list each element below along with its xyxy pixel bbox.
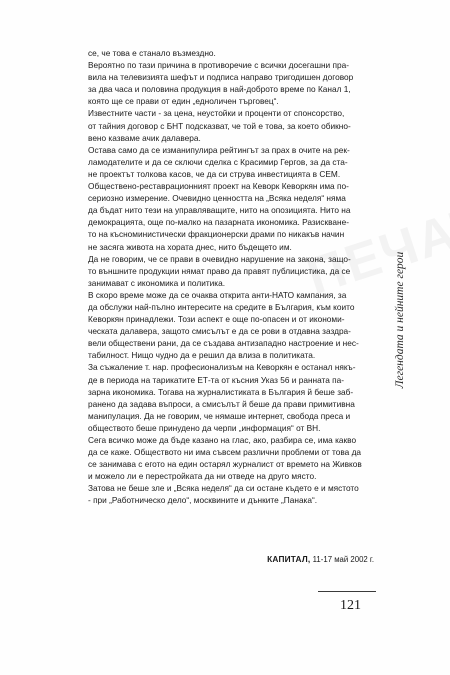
paragraph <box>88 434 374 482</box>
paragraph <box>88 289 374 362</box>
text-line: се занимава с егото на един остарял журналист от времето на Живков <box>88 459 362 470</box>
paragraph <box>88 59 374 107</box>
text-line: не проектът толкова касов, че да си струва инвестицията в СЕМ. <box>88 168 341 179</box>
text-line: не засяга живота на хората днес, нито бъдещето им. <box>88 241 292 252</box>
text-line: и можело ли е перестройката да ни отведе на друго място. <box>88 471 317 482</box>
text-line: се, че това е станало възмездно. <box>88 48 216 58</box>
text-line: зарна икономика. Тогава на журналистиката в България й беше заб- <box>88 386 354 397</box>
text-line: която ще се прави от един „едноличен търговец“. <box>88 96 279 107</box>
text-line: табилност. Нищо чудно да е решил да влиза в политиката. <box>88 350 316 361</box>
page-number: 121 <box>340 598 361 613</box>
text-line: Кеворкян принадлежи. Този аспект е още по-опасен и от икономи- <box>88 314 345 325</box>
paragraph <box>88 144 374 180</box>
text-line: демокрацията, още по-малко на пазарната икономика. Разискване- <box>88 217 349 228</box>
text-line: Вероятно по тази причина в противоречие с всички досегашни пра- <box>88 60 349 71</box>
text-line: от тайния договор с БНТ подсказват, че той е това, за което обикно- <box>88 120 351 131</box>
text-line: да бъдат нито тези на управляващите, нито на опозицията. Нито на <box>88 205 351 216</box>
text-line: ранено да задава въпроси, а смисълът й беше да прави примитивна <box>88 398 355 409</box>
text-line: ламодателите и да се сключи сделка с Красимир Гергов, за да ста- <box>88 156 348 167</box>
source-date: 11-17 май 2002 г. <box>312 555 374 564</box>
text-line: Да не говорим, че се прави в очевидно нарушение на закона, защо- <box>88 253 351 264</box>
text-line: да обслужи най-пълно интересите на средите в България, към които <box>88 301 355 312</box>
text-line: то външните продукции нямат право да правят публицистика, да се <box>88 265 351 276</box>
text-line: де в периода на тарикатите ЕТ-та от късния Указ 56 и ранната па- <box>88 374 345 385</box>
paragraph <box>88 482 374 506</box>
body-text <box>88 47 374 507</box>
text-line: Остава само да се изманипулира рейтингът за прах в очите на рек- <box>88 144 350 155</box>
source-line <box>88 553 374 566</box>
text-line: за два часа и половина продукция в най-доброто време по Канал 1, <box>88 84 351 95</box>
paragraph <box>88 253 374 289</box>
text-line: - при „Работническо дело“, москвините и дънките „Панака“. <box>88 495 318 506</box>
paragraph <box>88 47 374 59</box>
text-line: вено казваме ачик далавера. <box>88 132 201 143</box>
text-line: обществото беше принудено да черпи „информация“ от ВН. <box>88 422 321 433</box>
text-line: ческата далавера, защото смисълът е да се рови в отдавна заздра- <box>88 326 351 337</box>
text-line: Известните части - за цена, неустойки и проценти от спонсорство, <box>88 108 345 119</box>
text-line: Затова не беше зле и „Всяка неделя“ да си остане където е и мястото <box>88 483 359 494</box>
paragraph <box>88 180 374 253</box>
folio-rule <box>318 591 376 592</box>
paragraph <box>88 107 374 143</box>
text-line: За съжаление т. нар. професионализъм на Кеворкян е останал някъ- <box>88 362 356 373</box>
text-line: занимават с икономика и политика. <box>88 277 226 288</box>
text-line: вели обществени рани, да се създава антизападно настроение и нес- <box>88 338 359 349</box>
text-line: В скоро време може да се очаква открита анти-НАТО кампания, за <box>88 289 347 300</box>
text-line: манипулация. Да не говорим, че нямаше интернет, свобода преса и <box>88 410 351 421</box>
running-head: Легендата и нейните герои <box>394 251 406 389</box>
paragraph <box>88 361 374 434</box>
text-line: Сега всичко може да бъде казано на глас, ако, разбира се, има какво <box>88 435 357 445</box>
text-line: сериозно измерение. Очевидно ценността на „Всяка неделя“ няма <box>88 193 346 204</box>
text-line: вила на телевизията шефът и подписа направо тригодишен договор <box>88 72 354 83</box>
text-line: да се каже. Обществото ни има съвсем различни проблеми от това да <box>88 447 362 458</box>
text-line: Обществено-реставрационният проект на Кеворк Кеворкян има по- <box>88 181 349 192</box>
source-publication: КАПИТАЛ, <box>267 554 311 564</box>
text-line: то на късноминистически фракционерски драми по никакъв начин <box>88 229 345 240</box>
